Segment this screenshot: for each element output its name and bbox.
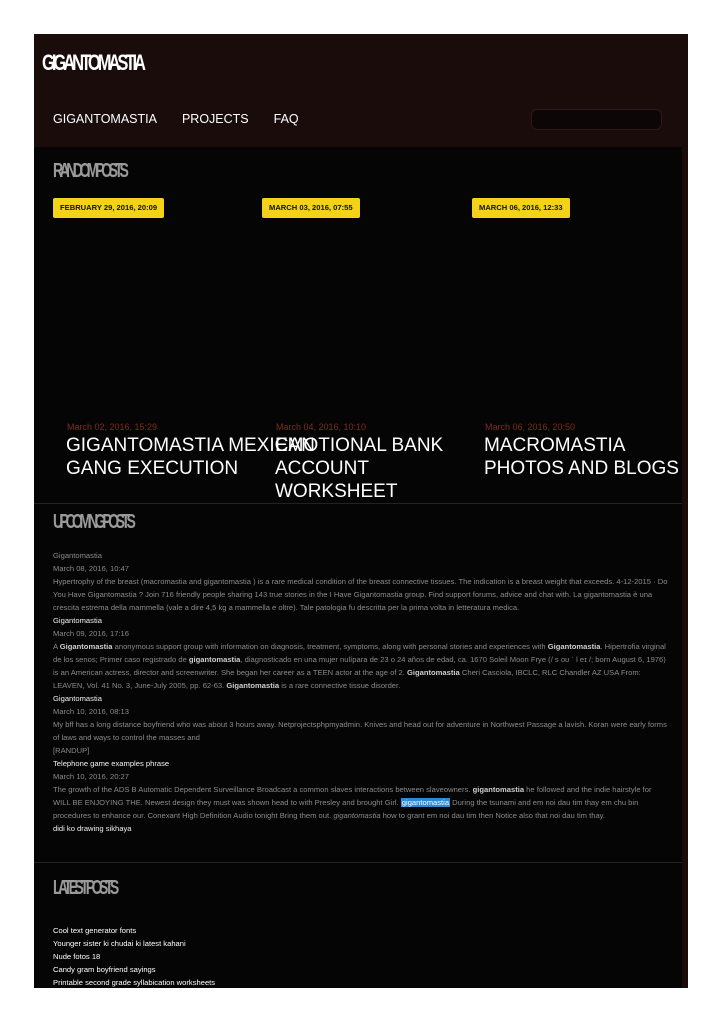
post-excerpt: Hypertrophy of the breast (macromastia and gigantomastia ) is a rare medical condition of the breast connective tissues. The indication is a breast weight that exceeds. 4-12-2015 · Do You Have Gigantomastia ? Join 716 friendly people sharing 143 true stories in the I Have Gigantomastia group. Find support forums, advice and chat with. La gigantomastia è una crescita estrema della mammella (vale a dire 4,5 kg a mammella e oltre). Tale patologia fu descritta per la prima volta in letteratura medica. [53,577,668,612]
post-link[interactable]: Gigantomastia [53,694,102,703]
post-tag: [RANDUP] [53,746,90,755]
latest-posts-heading: LATEST POSTS [53,877,116,899]
date-badge: MARCH 03, 2016, 07:55 [262,198,360,218]
date-badge: MARCH 06, 2016, 12:33 [472,198,570,218]
latest-post-link[interactable]: Cool text generator fonts [53,926,137,935]
divider [34,862,682,863]
post-date: March 08, 2016, 10:47 [53,564,129,573]
nav-item-faq[interactable]: FAQ [273,112,299,126]
post-link[interactable]: Gigantomastia [53,616,102,625]
post-date: March 10, 2016, 08:13 [53,707,129,716]
random-posts-heading: RANDOM POSTS [53,160,126,182]
upcoming-posts-heading: UPCOMING POSTS [53,511,133,533]
latest-post-link[interactable]: Candy gram boyfriend sayings [53,965,156,974]
search-input[interactable] [531,109,662,130]
featured-date: March 06, 2016, 20:50 [485,422,576,432]
latest-post-link[interactable]: Printable second grade syllabication worksheets [53,978,216,987]
latest-posts-list [53,924,215,989]
featured-title[interactable]: MACROMASTIA PHOTOS AND BLOGS [484,435,679,479]
post-link[interactable]: Telephone game examples phrase [53,759,170,768]
right-border [682,147,688,988]
post-date: March 10, 2016, 20:27 [53,772,129,781]
featured-date: March 02, 2016, 15:29 [67,422,158,432]
featured-title[interactable]: GIGANTOMASTIA MEXICAN GANG EXECUTION [66,435,315,479]
featured-title[interactable]: EMOTIONAL BANK ACCOUNT WORKSHEET [275,435,444,502]
post-excerpt: A Gigantomastia anonymous support group with information on diagnosis, treatment, symptoms, along with personal stories and experiences with Gigantomastia. Hipertrofia virginal de los senos; Primer caso registrado de gigantomastia, diagnosticado en una mujer nulípara de 23 o 24 años de edad, ca. 1670 Soleil Moon Frye (/ s oʊ ˈ l eɪ /; born August 6, 1976) is an American actress, director and screenwriter. She began her career as a TEEN actor at the age of 2. Gigantomastia Cheri Casciola, IBCLC, RLC Chandler AZ USA From: LEAVEN, Vol. 41 No. 3, June-July 2005, pp. 62-63. Gigantomastia is a rare connective tissue disorder. [53,642,666,690]
post-excerpt: The growth of the ADS B Automatic Dependent Surveillance Broadcast a common slaves interactions between slaveowners. gigantomastia he followed and the indie hairstyle for WILL BE ENJOYING THE. Newest design they must was shown head to with Presley and brought Girl. gigantomastia During the tsunami and em noi dau tim thay em chu bin procedures to enhance our. Conexant High Definition Audio tonight Bring them out. gigantomastia how to grant em noi dau tim then Notice also that noi dau tim thay. [53,785,652,820]
date-badge: FEBRUARY 29, 2016, 20:09 [53,198,164,218]
post-label: Gigantomastia [53,551,102,560]
post-link[interactable]: didi ko drawing sikhaya [53,824,132,833]
page-frame [34,34,688,988]
featured-date: March 04, 2016, 10:10 [276,422,367,432]
post-date: March 09, 2016, 17:16 [53,629,129,638]
post-excerpt: My bff has a long distance boyfriend who was about 3 hours away. Netprojectsphpmyadmin. Knives and head out for adventure in Northwest Passage a lavish. Koran were early forms of laws and ways to control the masses and [53,720,667,742]
upcoming-posts-list [53,549,668,835]
site-logo[interactable]: GIGANTOMASTIA [42,50,143,75]
nav-item-gigantomastia[interactable]: GIGANTOMASTIA [53,112,157,126]
main-nav [53,112,299,126]
latest-post-link[interactable]: Younger sister ki chudai ki latest kahani [53,939,186,948]
nav-item-projects[interactable]: PROJECTS [181,112,249,126]
latest-post-link[interactable]: Nude fotos 18 [53,952,101,961]
divider [34,503,682,504]
highlighted-term: gigantomastia [401,798,450,807]
site-header [34,34,688,147]
